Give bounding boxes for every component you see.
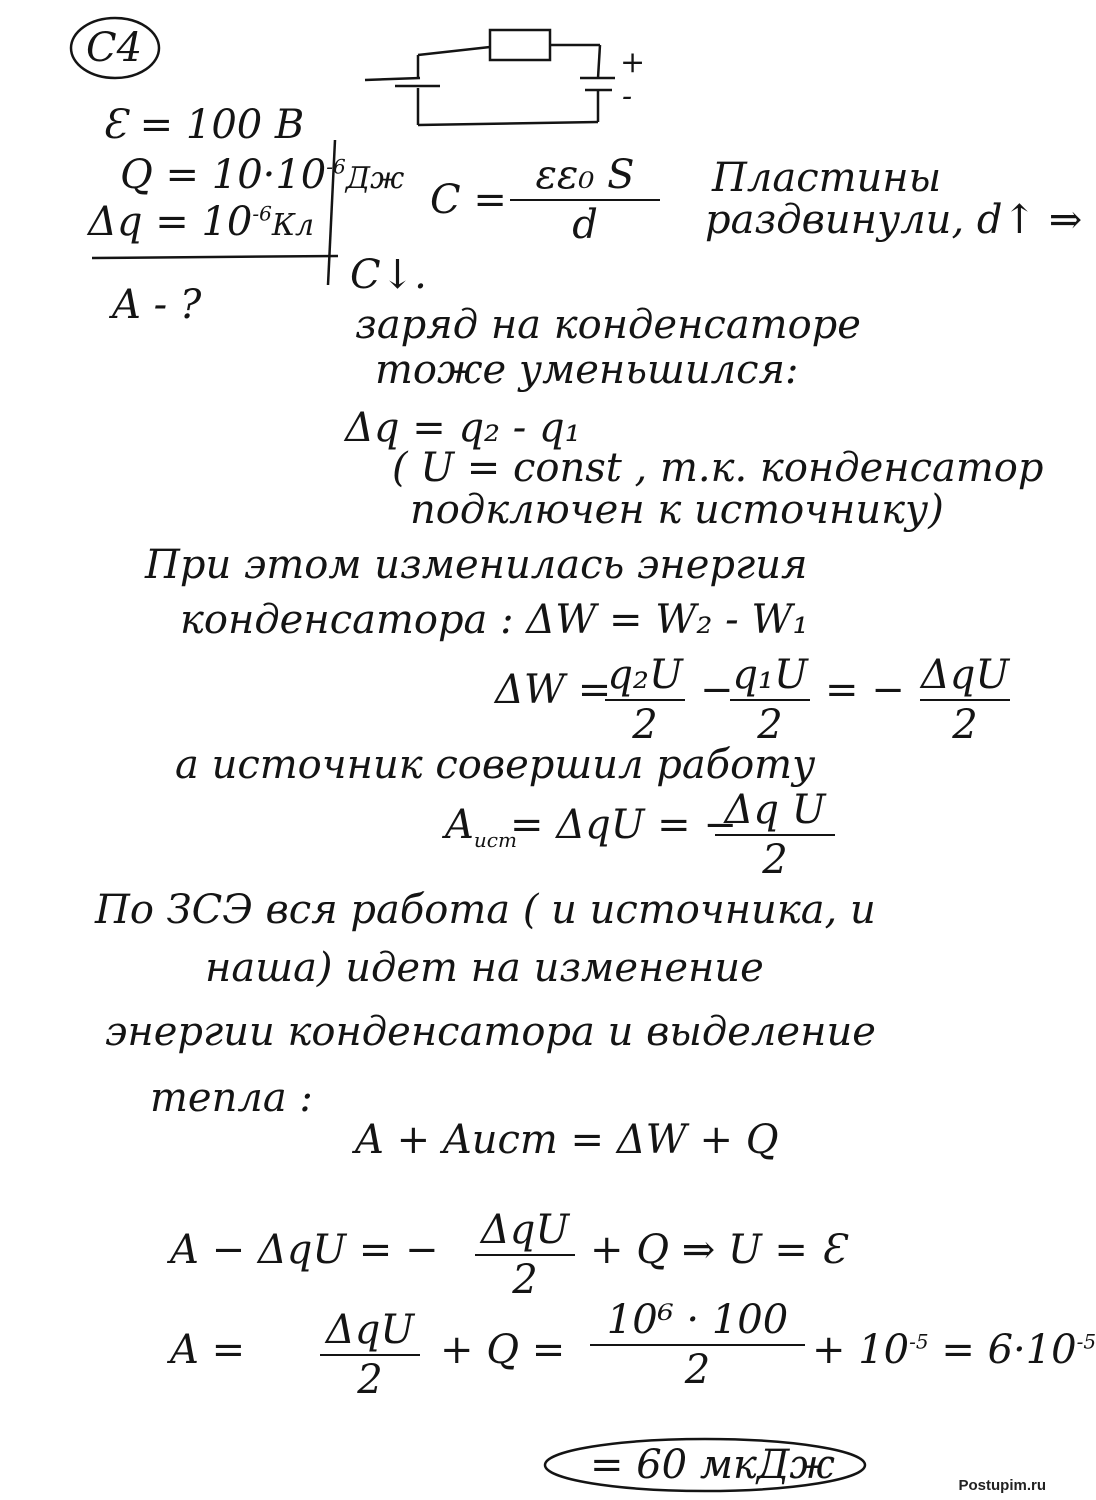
dw-f2-num: q₁U xyxy=(732,652,808,698)
fraction-bar xyxy=(605,699,685,701)
final-fraction-1 xyxy=(320,1307,420,1403)
eq16-rhs: + Q ⇒ U = Ɛ xyxy=(590,1227,846,1273)
line-dq-formula: Δq = q₂ - q₁ xyxy=(345,405,581,451)
given-heat-unit: Дж xyxy=(345,161,405,196)
equation-energy-balance: A + Aист = ΔW + Q xyxy=(355,1117,779,1163)
eq16-lhs: A − ΔqU = − xyxy=(170,1227,439,1273)
final-f2-num: 10⁶ · 100 xyxy=(606,1297,789,1343)
eq16-f-num: ΔqU xyxy=(480,1207,570,1253)
line-u-const: ( U = const , т.к. конденсатор xyxy=(392,445,1044,491)
line-heat: тепла : xyxy=(150,1075,313,1121)
given-heat-exp: -6 xyxy=(326,154,346,179)
note-moved-apart: раздвинули, d↑ ⇒ xyxy=(705,197,1083,243)
dw-fraction-1 xyxy=(605,652,685,748)
final-six-exp: -5 xyxy=(1076,1329,1096,1354)
line-capacitor-dw: конденсатора : ΔW = W₂ - W₁ xyxy=(180,597,809,643)
dw-fraction-3 xyxy=(920,652,1010,748)
dw-lhs: ΔW = xyxy=(495,667,612,713)
fraction-bar xyxy=(510,199,660,201)
line-connected: подключен к источнику) xyxy=(410,487,944,533)
final-fraction-2 xyxy=(590,1297,805,1393)
given-emf: Ɛ = 100 В xyxy=(102,102,305,148)
fraction-bar xyxy=(730,699,810,701)
capacitor-minus-sign: - xyxy=(622,79,633,114)
line-also-decreased: тоже уменьшился: xyxy=(375,347,799,393)
final-f1-num: ΔqU xyxy=(325,1307,415,1353)
final-lhs: A = xyxy=(170,1327,246,1373)
a-source-subscript: ист xyxy=(473,828,517,852)
final-f1-den: 2 xyxy=(357,1357,383,1403)
a-source-symbol: A xyxy=(445,802,474,848)
resistor xyxy=(490,30,550,60)
line-energy-conservation: По ЗСЭ вся работа ( и источника, и xyxy=(95,887,876,933)
capacitance-numerator: εε₀ S xyxy=(535,152,635,198)
a-source-lhs xyxy=(445,802,517,852)
dw-f2-den: 2 xyxy=(757,702,783,748)
dw-equals-minus: = − xyxy=(825,667,905,713)
final-plus-ten: + 10 xyxy=(812,1327,910,1373)
final-f2-den: 2 xyxy=(684,1347,711,1393)
watermark: Postupim.ru xyxy=(958,1477,1046,1494)
line-energy-changed: При этом изменилась энергия xyxy=(145,542,808,588)
fraction-bar xyxy=(715,834,835,836)
given-heat xyxy=(120,152,405,198)
line-capacitor-energy: энергии конденсатора и выделение xyxy=(105,1009,876,1055)
given-find: A - ? xyxy=(112,282,202,328)
eq16-fraction xyxy=(475,1207,575,1303)
final-ten-exp: -5 xyxy=(909,1329,929,1354)
dw-f3-num: ΔqU xyxy=(920,652,1010,698)
fraction-bar xyxy=(320,1354,420,1356)
eq16-f-den: 2 xyxy=(512,1257,538,1303)
line-source-work: а источник совершил работу xyxy=(175,742,816,788)
capacitance-decreases: C↓. xyxy=(350,252,427,298)
dw-f3-den: 2 xyxy=(952,702,978,748)
note-plates: Пластины xyxy=(712,155,942,201)
given-dq-exp: -6 xyxy=(252,201,272,226)
dw-fraction-2 xyxy=(730,652,810,748)
fraction-bar xyxy=(475,1254,575,1256)
problem-label: С4 xyxy=(86,25,143,71)
fraction-bar xyxy=(590,1344,805,1346)
line-ours-goes: наша) идет на изменение xyxy=(205,945,764,991)
a-source-rhs: = ΔqU = − xyxy=(510,802,737,848)
given-heat-value: Q = 10·10 xyxy=(120,152,327,198)
circuit-diagram xyxy=(365,30,615,125)
final-plus-q: + Q = xyxy=(440,1327,566,1373)
dw-minus: − xyxy=(700,667,734,713)
given-horizontal-line xyxy=(92,256,338,258)
a-source-fraction xyxy=(715,787,835,883)
final-result xyxy=(812,1327,1096,1373)
line-charge: заряд на конденсаторе xyxy=(355,302,861,348)
given-dq-unit: Кл xyxy=(271,208,315,243)
capacitance-fraction xyxy=(510,152,660,248)
a-source-f-den: 2 xyxy=(762,837,788,883)
fraction-bar xyxy=(920,699,1010,701)
dw-f1-num: q₂U xyxy=(607,652,683,698)
capacitor-plus-sign: + xyxy=(620,45,646,80)
capacitance-denominator: d xyxy=(572,202,598,248)
given-dq-value: Δq = 10 xyxy=(88,199,253,245)
a-source-f-num: Δq U xyxy=(724,787,826,833)
given-dq xyxy=(88,199,315,245)
dw-f1-den: 2 xyxy=(632,702,658,748)
capacitance-lhs: C = xyxy=(430,177,507,223)
answer-text: = 60 мкДж xyxy=(590,1442,835,1488)
final-equals-six: = 6·10 xyxy=(928,1327,1077,1373)
